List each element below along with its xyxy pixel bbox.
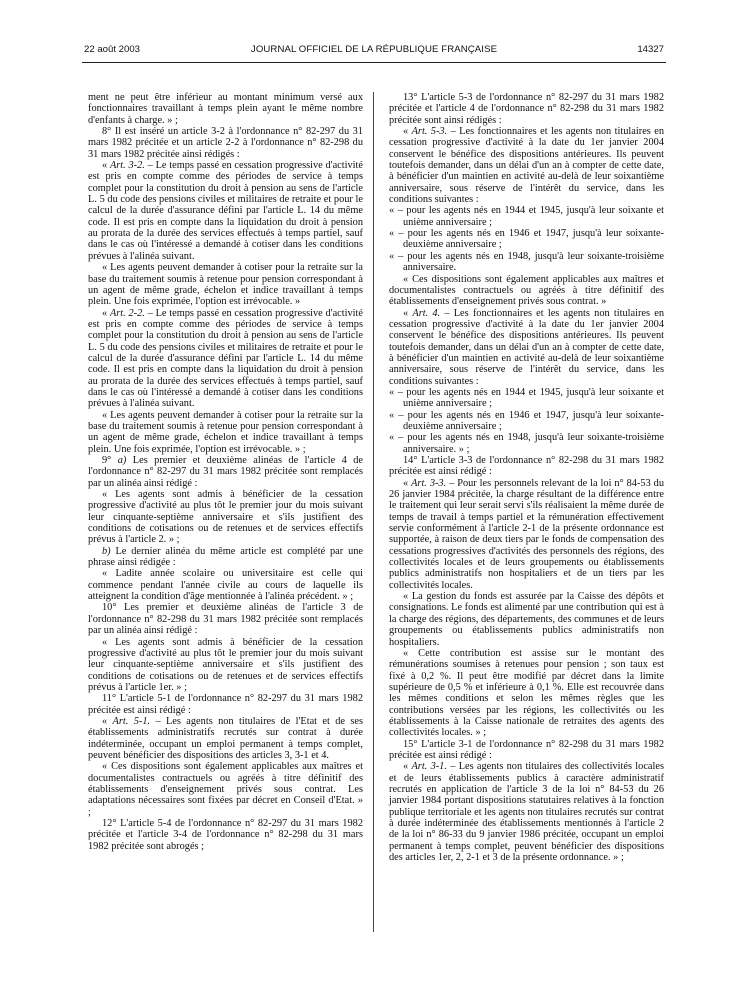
paragraph-text: – Le temps passé en cessation progressive d'activité est pris en compte comme des périodes de service à temps complet pour la constitution du droit à pension au sens de l'article L. 5 du code des pensions civiles et militaires de retraite et pour le calcul de la durée d'assurance défini par l'article L. 14 du même code. Il est pris en compte dans la liquidation du droit à pension au prorata de la durée des services effectués à temps partiel, sauf dans le cas où l'intéressé a demandé à cotiser dans les conditions prévues à l'alinéa suivant. xyxy=(88,160,364,262)
paragraph xyxy=(389,251,664,274)
paragraph xyxy=(88,410,363,455)
paragraph xyxy=(389,126,664,205)
paragraph-text: Le dernier alinéa du même article est complété par une phrase ainsi rédigée : xyxy=(88,545,363,569)
paragraph xyxy=(389,761,664,863)
paragraph xyxy=(88,160,363,262)
paragraph xyxy=(389,410,664,433)
paragraph-text: « – pour les agents nés en 1948, jusqu'à leur soixante-troisième anniversaire. xyxy=(389,250,664,274)
article-reference: Art. 4. xyxy=(412,307,441,319)
column-divider xyxy=(373,92,374,932)
paragraph xyxy=(88,126,363,160)
paragraph xyxy=(88,637,363,694)
paragraph xyxy=(389,205,664,228)
paragraph xyxy=(88,568,363,602)
paragraph xyxy=(389,228,664,251)
paragraph-lead: « xyxy=(102,307,110,319)
paragraph xyxy=(389,387,664,410)
paragraph-lead: « xyxy=(403,126,412,138)
paragraph-text: « Les agents peuvent demander à cotiser pour la retraite sur la base du traitement soumis à retenue pour pension correspondant à un agent de même grade, échelon et indice travaillant à temps plein. Une fois exprimée, l'option est irrévocable. » xyxy=(88,262,363,308)
paragraph-text: ment ne peut être inférieur au montant minimum versé aux fonctionnaires travaillant à temps plein ayant le même nombre d'enfants à charge. » ; xyxy=(88,92,363,126)
paragraph xyxy=(88,761,363,818)
paragraph xyxy=(88,92,363,126)
article-reference: Art. 2-2. xyxy=(109,307,145,319)
paragraph xyxy=(88,716,363,761)
paragraph-text: Les premier et deuxième alinéas de l'article 4 de l'ordonnance n° 82-297 du 31 mars 1982 précitée sont remplacés par un alinéa ainsi rédigé : xyxy=(88,455,363,489)
page-header xyxy=(84,44,664,60)
paragraph-text: « Les agents sont admis à bénéficier de la cessation progressive d'activité au plus tôt le premier jour du mois suivant leur cinquante-septième anniversaire et s'ils justifient des conditions de cotisations ou de retenues et de services effectifs prévus à l'article 1er. » ; xyxy=(88,636,363,693)
paragraph xyxy=(389,308,664,387)
header-date: 22 août 2003 xyxy=(84,44,141,55)
paragraph-text: – Le temps passé en cessation progressive d'activité est pris en compte comme des périodes de service à temps complet pour la constitution du droit à pension au sens de l'article L. 5 du code des pensions civiles et militaires de retraite et pour le calcul de la durée d'assurance défini par l'article L. 14 du même code. Il est pris en compte dans la liquidation du droit à pension au prorata de la durée des services effectués à temps partiel, sauf dans le cas où l'intéressé a demandé à cotiser dans les conditions prévues à l'alinéa suivant. xyxy=(88,307,364,410)
paragraph-text: 12° L'article 5-4 de l'ordonnance n° 82-297 du 31 mars 1982 précitée et l'article 3-4 de l'ordonnance n° 82-298 du 31 mars 1982 précitée sont abrogés ; xyxy=(88,818,363,852)
header-page-number: 14327 xyxy=(637,44,664,55)
paragraph-text: – Les agents non titulaires de l'Etat et de ses établissements administratifs recrutés sur contrat à durée indéterminée, occupant un emploi permanent à temps complet, peuvent bénéficier des dispositions des articles 3, 3-1 et 4. xyxy=(88,715,363,761)
paragraph-text: – Les agents non titulaires des collectivités locales et de leurs établissements publics à caractère administratif recrutés en application de l'article 3 de la loi n° 84-53 du 26 janvier 1984 portant dispositions statutaires relatives à la fonction publique territoriale et les agents non titulaires recrutés sur contrat à durée indéterminée des établissements mentionnés à l'article 2 de la loi n° 86-33 du 9 janvier 1986 précitée, occupant un emploi permanent à temps complet, peuvent bénéficier des dispositions des articles 1er, 2, 2-1 et 3 de la présente ordonnance. » ; xyxy=(389,761,664,864)
paragraph xyxy=(389,92,664,126)
paragraph xyxy=(88,818,363,852)
article-reference: Art. 3-2. xyxy=(109,160,145,172)
paragraph-text: – Les fonctionnaires et les agents non titulaires en cessation progressive d'activité à la date du 1er janvier 2004 conservent le bénéfice des dispositions antérieures. Ils peuvent toutefois demander, dans un délai d'un an à compter de cette date, à bénéficier d'un maintien en activité au-delà de leur soixantième anniversaire, sous réserve de l'intérêt du service, dans les conditions suivantes : xyxy=(389,307,664,387)
article-reference: b) xyxy=(102,545,111,557)
paragraph xyxy=(88,308,363,410)
paragraph-text: « – pour les agents nés en 1944 et 1945, jusqu'à leur soixante et unième anniversaire ; xyxy=(389,386,664,410)
paragraph xyxy=(389,648,664,739)
paragraph-text: « Ladite année scolaire ou universitaire est celle qui commence pendant l'année civile au cours de laquelle ils atteignent la condition d'âge mentionnée à l'alinéa précédent. » ; xyxy=(88,568,363,603)
paragraph-text: 10° Les premier et deuxième alinéas de l'article 3 de l'ordonnance n° 82-298 du 31 mars 1982 précitée sont remplacés par un alinéa ainsi rédigé : xyxy=(88,602,363,637)
paragraph-text: « La gestion du fonds est assurée par la Caisse des dépôts et consignations. Le fonds est alimenté par une contribution qui est à la charge des régions, des départements, des communes et de leurs groupements ou établissements publics administratifs non hospitaliers. xyxy=(389,591,664,648)
paragraph xyxy=(88,262,363,307)
paragraph-text: 8° Il est inséré un article 3-2 à l'ordonnance n° 82-297 du 31 mars 1982 précitée et un article 2-2 à l'ordonnance n° 82-298 du 31 mars 1982 précitée ainsi rédigés : xyxy=(88,126,363,160)
paragraph xyxy=(88,693,363,716)
paragraph-text: « – pour les agents nés en 1944 et 1945, jusqu'à leur soixante et unième anniversaire ; xyxy=(389,205,664,228)
article-reference: Art. 3-3. xyxy=(411,477,447,489)
article-reference: Art. 3-1. xyxy=(411,761,447,773)
paragraph-lead: « xyxy=(403,761,412,773)
paragraph xyxy=(389,455,664,478)
paragraph-text: 13° L'article 5-3 de l'ordonnance n° 82-297 du 31 mars 1982 précitée et l'article 4 de l'ordonnance n° 82-298 du 31 mars 1982 précitée sont ainsi rédigés : xyxy=(389,92,664,126)
paragraph xyxy=(88,546,363,569)
paragraph-text: « – pour les agents nés en 1946 et 1947, jusqu'à leur soixante-deuxième anniversaire ; xyxy=(389,228,664,251)
paragraph xyxy=(88,489,363,546)
header-rule xyxy=(82,62,666,63)
paragraph-text: – Pour les personnels relevant de la loi n° 84-53 du 26 janvier 1984 précitée, la charge résultant de la différence entre le traitement qui leur serait servi s'ils réalisaient la même durée de temps de travail à temps partiel et la rémunération effectivement servie conformément à l'article 2-1 de la présente ordonnance est supportée, à raison de deux tiers par le fonds de compensation des cessations progressives d'activités des personnels des régions, des collectivités locales et de leurs groupements ou établissements publics administratifs non hospitaliers et de un tiers par les collectivités locales. xyxy=(389,477,664,591)
paragraph-text: « Ces dispositions sont également applicables aux maîtres et documentalistes contractuels ou agréés à titre définitif des établissements d'enseignement privés sous contrat. » xyxy=(389,273,664,308)
paragraph-lead: « xyxy=(403,477,412,489)
paragraph-text: « – pour les agents nés en 1946 et 1947, jusqu'à leur soixante-deuxième anniversaire ; xyxy=(389,409,664,432)
paragraph-lead: « xyxy=(403,307,413,319)
paragraph-lead: « xyxy=(102,715,113,727)
left-column xyxy=(88,92,363,852)
paragraph-text: « Cette contribution est assise sur le montant des rémunérations soumises à retenues pour pension ; son taux est fixé à 0,2 %. Il peut être modifié par décret dans la limite supérieure de 0,5 % et inférieure à 0,1 %. Elle est recouvrée dans les mêmes conditions et selon les mêmes règles que les contributions versées par les régions, les collectivités ou les établissements à la Caisse nationale de retraites des agents des collectivités locales. » ; xyxy=(389,647,664,739)
article-reference: Art. 5-3. xyxy=(411,126,448,138)
paragraph-text: « Les agents peuvent demander à cotiser pour la retraite sur la base du traitement soumis à retenue pour pension correspondant à un agent de même grade, échelon et indice travaillant à temps plein. Une fois exprimée, l'option est irrévocable. » ; xyxy=(88,409,363,455)
paragraph-text: « Les agents sont admis à bénéficier de la cessation progressive d'activité au plus tôt le premier jour du mois suivant leur cinquante-septième anniversaire et s'ils justifient des conditions de cotisations ou de retenues et de services effectifs prévus à l'article 2. » ; xyxy=(88,489,363,546)
right-column xyxy=(389,92,664,863)
article-reference: a) xyxy=(117,455,127,466)
paragraph-text: 15° L'article 3-1 de l'ordonnance n° 82-298 du 31 mars 1982 précitée est ainsi rédigé : xyxy=(389,738,664,761)
paragraph xyxy=(88,602,363,636)
paragraph-lead: « xyxy=(102,160,110,172)
paragraph-text: 14° L'article 3-3 de l'ordonnance n° 82-298 du 31 mars 1982 précitée est ainsi rédigé : xyxy=(389,455,664,478)
paragraph xyxy=(389,478,664,591)
header-title: JOURNAL OFFICIEL DE LA RÉPUBLIQUE FRANÇAISE xyxy=(250,44,498,55)
paragraph xyxy=(389,274,664,308)
paragraph xyxy=(389,739,664,762)
paragraph-lead: 9° xyxy=(102,455,118,466)
paragraph xyxy=(88,455,363,489)
paragraph-text: – Les fonctionnaires et les agents non titulaires en cessation progressive d'activité à la date du 1er janvier 2004 conservent le bénéfice des dispositions antérieures. Ils peuvent toutefois demander, dans un délai d'un an à compter de cette date, à bénéficier d'un maintien en activité au-delà de leur soixantième anniversaire, sous réserve de l'intérêt du service, dans les conditions suivantes : xyxy=(389,126,665,206)
paragraph-text: « – pour les agents nés en 1948, jusqu'à leur soixante-troisième anniversaire. » ; xyxy=(389,432,664,455)
paragraph-text: 11° L'article 5-1 de l'ordonnance n° 82-297 du 31 mars 1982 précitée est ainsi rédigé : xyxy=(88,693,363,716)
article-reference: Art. 5-1. xyxy=(112,715,151,727)
paragraph xyxy=(389,432,664,455)
paragraph xyxy=(389,591,664,648)
paragraph-text: « Ces dispositions sont également applicables aux maîtres et documentalistes contractuels ou agréés à titre définitif des établissements d'enseignement privés sous contrat. Les adaptations nécessaires sont fixées par décret en Conseil d'Etat. » ; xyxy=(88,761,363,818)
